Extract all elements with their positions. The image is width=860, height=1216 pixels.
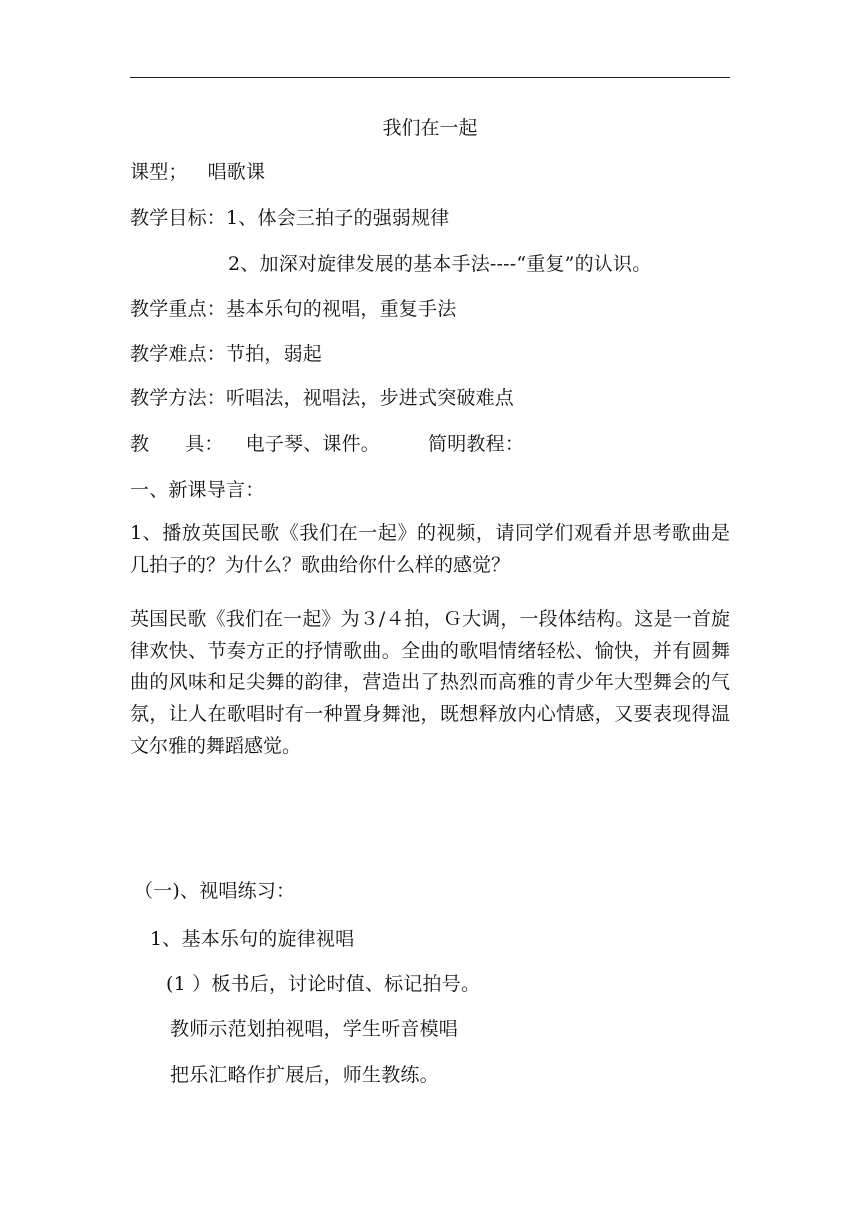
header-rule: [130, 77, 730, 78]
objective-2: 2、加深对旋律发展的基本手法----“重复”的认识。: [228, 253, 652, 275]
document-title: 我们在一起: [382, 117, 478, 139]
brief-process-label: 简明教程：: [428, 433, 525, 455]
tools-value: 电子琴、课件。: [245, 433, 381, 455]
item-1-3: 把乐汇略作扩展后，师生教练。: [170, 1064, 439, 1086]
tools-label-2: 具：: [185, 433, 224, 455]
methods-line: 教学方法：听唱法，视唱法，步进式突破难点: [130, 387, 515, 409]
difficulties-line: 教学难点：节拍，弱起: [130, 343, 323, 365]
objectives-label: 教学目标：: [130, 207, 227, 229]
subsection-heading: （一)、视唱练习：: [134, 880, 296, 902]
objective-1: 1、体会三拍子的强弱规律: [226, 207, 450, 229]
key-points-line: 教学重点：基本乐句的视唱，重复手法: [130, 298, 457, 320]
tools-label-1: 教: [130, 433, 150, 455]
item-1-1: (1 ）板书后，讨论时值、标记拍号。: [166, 973, 481, 995]
lesson-type-line: [130, 160, 265, 184]
lesson-type-label: 课型；: [130, 161, 188, 183]
tools-line: [130, 432, 524, 456]
item-1-2: 教师示范划拍视唱，学生听音模唱: [170, 1018, 459, 1040]
objectives-line: [130, 206, 450, 230]
paragraph-1: 1、播放英国民歌《我们在一起》的视频，请同学们观看并思考歌曲是几拍子的？为什么？歌曲给你什么样的感觉？: [130, 522, 730, 576]
lesson-type-value: 唱歌课: [207, 161, 266, 183]
paragraph-2: 英国民歌《我们在一起》为３/４拍，Ｇ大调，一段体结构。这是一首旋律欢快、节奏方正的抒情歌曲。全曲的歌唱情绪轻松、愉快，并有圆舞曲的风味和足尖舞的韵律，营造出了热烈而高雅的青少年大型舞会的气氛，让人在歌唱时有一种置身舞池，既想释放内心情感，又要表现得温文尔雅的舞蹈感觉。: [130, 608, 730, 757]
section-1-heading: 一、新课导言：: [130, 479, 265, 501]
item-1: 1、基本乐句的旋律视唱: [150, 928, 355, 950]
